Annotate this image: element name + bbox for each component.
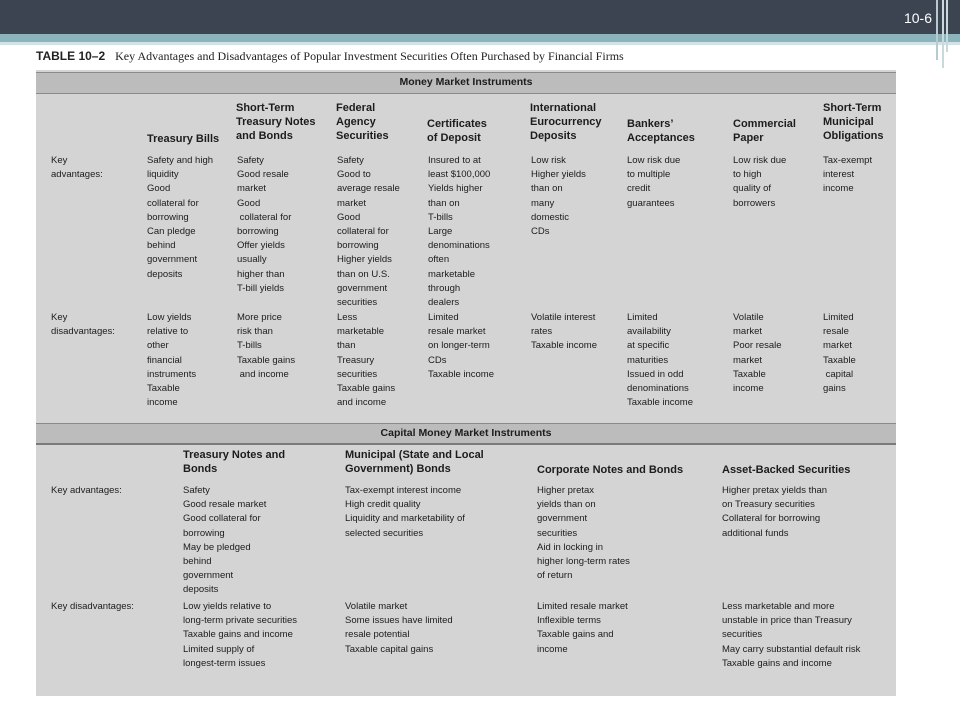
- column-header: Corporate Notes and Bonds: [537, 464, 684, 476]
- column-header: Commercial Paper: [733, 118, 796, 144]
- column-header: Treasury Bills: [147, 133, 220, 145]
- advantages-cell: Safety Good resale market Good collateral for borrowing Offer yields usually higher than T-bill yields: [237, 155, 292, 294]
- disadvantages-cell: Volatile interest rates Taxable income: [531, 312, 598, 352]
- disadvantages-cell: Low yields relative to other financial instruments Taxable income: [147, 312, 197, 409]
- disadvantages-cell: Limited resale market Inflexible terms Taxable gains and income: [537, 601, 628, 655]
- disadvantages-cell: Limited resale market on longer-term CDs Taxable income: [428, 312, 495, 380]
- disadvantages-cell: Limited resale market Taxable capital gains: [823, 312, 856, 395]
- row-label-advantages: Key advantages:: [51, 155, 103, 181]
- decorative-line: [942, 0, 944, 68]
- section-title: Money Market Instruments: [399, 76, 533, 88]
- advantages-cell: Safety Good to average resale market Good collateral for borrowing Higher yields than on U.S. government securities: [337, 155, 400, 309]
- advantages-cell: Insured to at least $100,000 Yields higher than on T-bills Large denominations often marketable through dealers: [428, 155, 491, 309]
- row-label-advantages: Key advantages:: [51, 485, 122, 496]
- slide-accent-bar: [0, 34, 960, 42]
- column-header: Bankers’ Acceptances: [627, 118, 695, 144]
- disadvantages-cell: Less marketable than Treasury securities Taxable gains and income: [337, 312, 396, 409]
- advantages-cell: Tax-exempt interest income High credit quality Liquidity and marketability of selected securities: [345, 485, 465, 539]
- decorative-line: [946, 0, 948, 52]
- slide-page-number: 10-6: [903, 10, 932, 26]
- slide-header-bar: [0, 0, 960, 34]
- row-label-disadvantages: Key disadvantages:: [51, 312, 115, 338]
- disadvantages-cell: Low yields relative to long-term private securities Taxable gains and income Limited supply of longest-term issues: [183, 601, 298, 669]
- disadvantages-cell: Limited availability at specific maturities Issued in odd denominations Taxable income: [627, 312, 694, 409]
- column-header: Treasury Notes and Bonds: [183, 449, 286, 475]
- advantages-cell: Tax-exempt interest income: [823, 155, 873, 195]
- table-caption: [36, 49, 624, 64]
- advantages-cell: Safety Good resale market Good collateral for borrowing May be pledged behind government deposits: [183, 485, 267, 596]
- investment-securities-table: [36, 70, 896, 696]
- column-header: International Eurocurrency Deposits: [530, 102, 602, 142]
- table-caption-text: Key Advantages and Disadvantages of Popular Investment Securities Often Purchased by Financial Firms: [115, 49, 624, 63]
- disadvantages-cell: Less marketable and more unstable in price than Treasury securities May carry substantial default risk Taxable gains and income: [722, 601, 861, 669]
- disadvantages-cell: Volatile market Poor resale market Taxable income: [733, 312, 782, 395]
- advantages-cell: Higher pretax yields than on government securities Aid in locking in higher long-term rates of return: [537, 485, 630, 582]
- disadvantages-cell: Volatile market Some issues have limited resale potential Taxable capital gains: [345, 601, 453, 655]
- table-number: TABLE 10–2: [36, 49, 106, 63]
- column-header: Federal Agency Securities: [336, 102, 389, 142]
- advantages-cell: Low risk Higher yields than on many domestic CDs: [531, 155, 586, 238]
- column-header: Asset-Backed Securities: [722, 464, 851, 476]
- column-header: Municipal (State and Local Government) Bonds: [345, 449, 484, 475]
- section-divider: [36, 443, 896, 445]
- advantages-cell: Low risk due to multiple credit guarantees: [627, 155, 681, 209]
- decorative-line: [936, 0, 938, 60]
- advantages-cell: Low risk due to high quality of borrowers: [733, 155, 787, 209]
- advantages-cell: Safety and high liquidity Good collateral for borrowing Can pledge behind government deposits: [147, 155, 214, 280]
- slide-accent-line: [0, 42, 960, 45]
- row-label-disadvantages: Key disadvantages:: [51, 601, 134, 612]
- column-header: Short-Term Treasury Notes and Bonds: [236, 102, 316, 142]
- section-title: Capital Money Market Instruments: [380, 427, 552, 439]
- section-band-capital-market: [36, 423, 896, 445]
- column-header: Short-Term Municipal Obligations: [823, 102, 884, 142]
- section-band-money-market: [36, 72, 896, 94]
- advantages-cell: Higher pretax yields than on Treasury securities Collateral for borrowing additional funds: [722, 485, 828, 539]
- disadvantages-cell: More price risk than T-bills Taxable gains and income: [237, 312, 296, 380]
- column-header: Certificates of Deposit: [427, 118, 487, 144]
